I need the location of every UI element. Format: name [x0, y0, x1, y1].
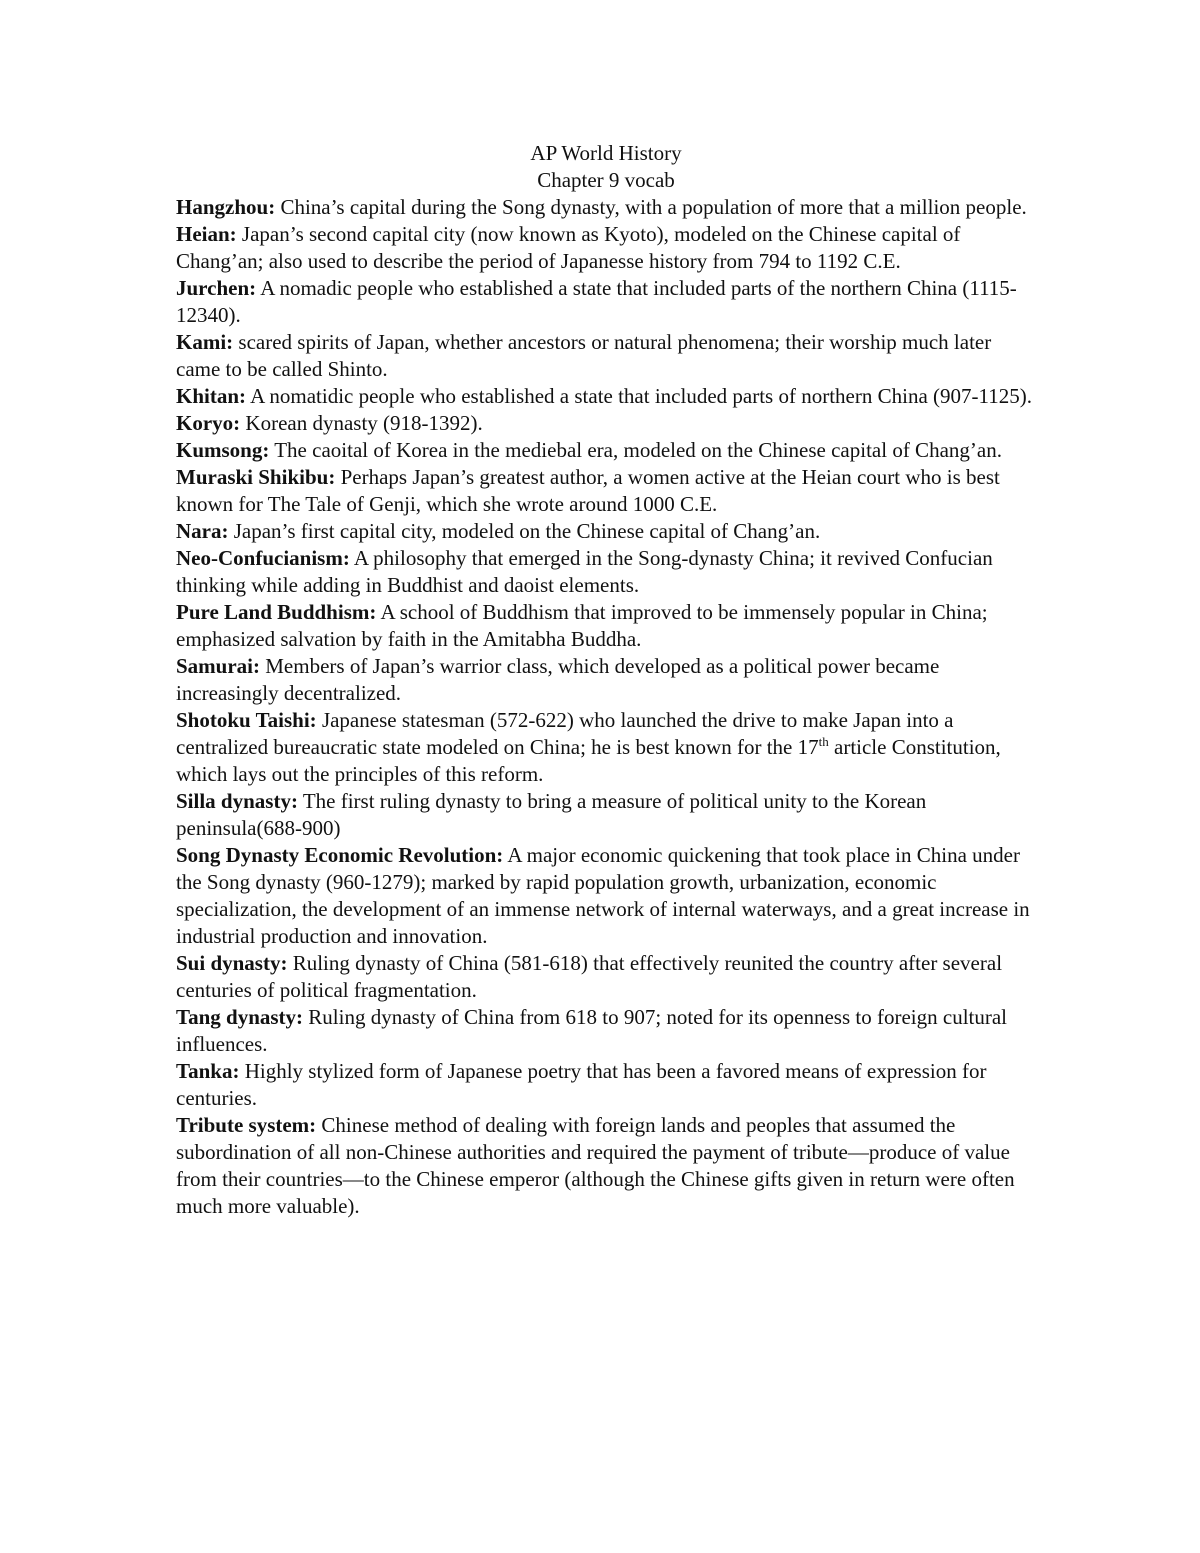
vocab-term: Sui dynasty:	[176, 951, 288, 975]
vocab-definition: Perhaps Japan’s greatest author, a women active at the Heian court who is best known for The Tale of Genji, which she wrote around 1000 C.E.	[176, 465, 1000, 516]
vocab-definition: A school of Buddhism that improved to be immensely popular in China; emphasized salvation by faith in the Amitabha Buddha.	[176, 600, 988, 651]
vocab-entry-silla-dynasty	[176, 788, 1036, 842]
vocab-term: Muraski Shikibu:	[176, 465, 336, 489]
vocab-entry-pure-land-buddhism	[176, 599, 1036, 653]
title-block	[176, 140, 1036, 194]
vocab-definition: scared spirits of Japan, whether ancestors or natural phenomena; their worship much later came to be called Shinto.	[176, 330, 992, 381]
vocab-entry-shotoku-taishi	[176, 707, 1036, 788]
vocab-entry-kami	[176, 329, 1036, 383]
vocab-entry-heian	[176, 221, 1036, 275]
vocab-entry-tang-dynasty	[176, 1004, 1036, 1058]
vocab-term: Pure Land Buddhism:	[176, 600, 377, 624]
vocab-term: Koryo:	[176, 411, 241, 435]
vocab-term: Nara:	[176, 519, 229, 543]
vocab-entry-nara	[176, 518, 1036, 545]
vocab-definition: Chinese method of dealing with foreign lands and peoples that assumed the subordination of all non-Chinese authorities and required the payment of tribute—produce of value from their countries—to the Chinese emperor (although the Chinese gifts given in return were often much more valuable).	[176, 1113, 1015, 1218]
ordinal-superscript: th	[818, 734, 829, 749]
vocab-entry-hangzhou	[176, 194, 1036, 221]
vocab-term: Jurchen:	[176, 276, 257, 300]
vocab-definition: Japan’s second capital city (now known as Kyoto), modeled on the Chinese capital of Chang’an; also used to describe the period of Japanesse history from 794 to 1192 C.E.	[176, 222, 961, 273]
vocab-entry-sui-dynasty	[176, 950, 1036, 1004]
vocab-term: Silla dynasty:	[176, 789, 298, 813]
vocab-term: Neo-Confucianism:	[176, 546, 350, 570]
vocab-definition: Highly stylized form of Japanese poetry that has been a favored means of expression for centuries.	[176, 1059, 987, 1110]
vocab-entry-koryo	[176, 410, 1036, 437]
vocab-entry-kumsong	[176, 437, 1036, 464]
vocab-definition: Japanese statesman (572-622) who launched the drive to make Japan into a centralized bureaucratic state modeled on China; he is best known for the 17	[176, 708, 954, 759]
vocab-definition-continued: article Constitution, which lays out the principles of this reform.	[176, 735, 1001, 786]
vocab-definition: Japan’s first capital city, modeled on the Chinese capital of Chang’an.	[228, 519, 821, 543]
vocab-entry-tanka	[176, 1058, 1036, 1112]
vocab-definition: Korean dynasty (918-1392).	[240, 411, 483, 435]
vocab-term: Kumsong:	[176, 438, 270, 462]
vocab-term: Kami:	[176, 330, 234, 354]
vocab-definition: A nomadic people who established a state that included parts of the northern China (1115-12340).	[176, 276, 1017, 327]
vocab-entry-song-economic-revolution	[176, 842, 1036, 950]
vocab-term: Tribute system:	[176, 1113, 317, 1137]
vocab-entry-jurchen	[176, 275, 1036, 329]
vocab-term: Heian:	[176, 222, 237, 246]
vocab-definition: A major economic quickening that took place in China under the Song dynasty (960-1279); marked by rapid population growth, urbanization, economic specialization, the development of an immense network of internal waterways, and a great increase in industrial production and innovation.	[176, 843, 1030, 948]
vocab-term: Tang dynasty:	[176, 1005, 304, 1029]
vocab-entry-samurai	[176, 653, 1036, 707]
vocab-term: Samurai:	[176, 654, 260, 678]
document-title: AP World History	[530, 141, 682, 165]
vocab-definition: A nomatidic people who established a state that included parts of northern China (907-1125).	[246, 384, 1032, 408]
vocab-term: Tanka:	[176, 1059, 240, 1083]
vocab-term: Hangzhou:	[176, 195, 276, 219]
document-subtitle: Chapter 9 vocab	[537, 168, 675, 192]
vocab-entry-neo-confucianism	[176, 545, 1036, 599]
vocab-term: Shotoku Taishi:	[176, 708, 317, 732]
vocab-definition: Members of Japan’s warrior class, which developed as a political power became increasingly decentralized.	[176, 654, 940, 705]
vocab-entry-tribute-system	[176, 1112, 1036, 1220]
vocab-term: Song Dynasty Economic Revolution:	[176, 843, 504, 867]
vocab-definition: Ruling dynasty of China (581-618) that effectively reunited the country after several centuries of political fragmentation.	[176, 951, 1003, 1002]
document-body	[176, 140, 1036, 1220]
vocab-term: Khitan:	[176, 384, 247, 408]
vocab-definition: The caoital of Korea in the mediebal era, modeled on the Chinese capital of Chang’an.	[269, 438, 1002, 462]
vocab-definition: The first ruling dynasty to bring a measure of political unity to the Korean peninsula(688-900)	[176, 789, 927, 840]
vocab-entry-muraski-shikibu	[176, 464, 1036, 518]
vocab-definition: A philosophy that emerged in the Song-dynasty China; it revived Confucian thinking while adding in Buddhist and daoist elements.	[176, 546, 993, 597]
vocab-definition: China’s capital during the Song dynasty, with a population of more that a million people.	[275, 195, 1027, 219]
vocab-entry-khitan	[176, 383, 1036, 410]
vocab-definition: Ruling dynasty of China from 618 to 907; noted for its openness to foreign cultural influences.	[176, 1005, 1008, 1056]
